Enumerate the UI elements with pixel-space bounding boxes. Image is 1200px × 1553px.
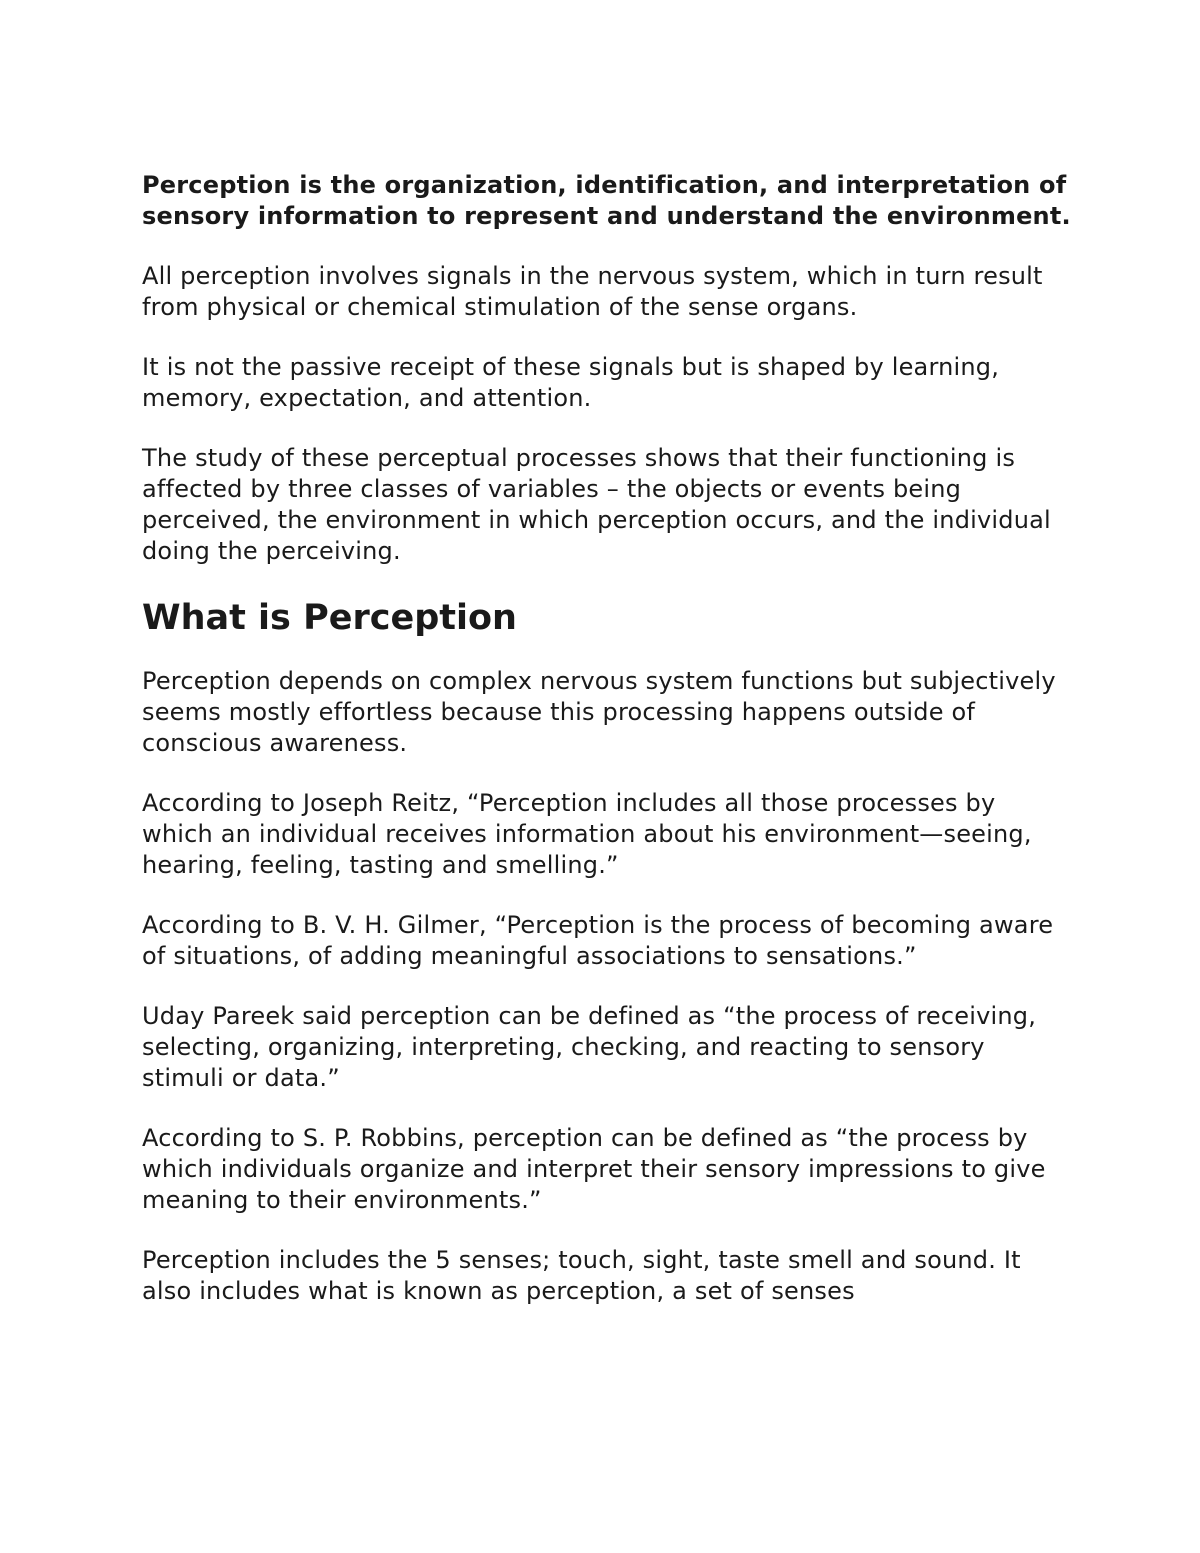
body-paragraph: It is not the passive receipt of these signals but is shaped by learning, memory, expectation, and attention.	[142, 353, 1000, 412]
body-paragraph: All perception involves signals in the nervous system, which in turn result from physical or chemical stimulation of the sense organs.	[142, 262, 1043, 321]
intro-paragraph: Perception is the organization, identification, and interpretation of sensory information to represent and understand the environment.	[142, 171, 1071, 230]
section-heading: What is Perception	[142, 598, 517, 638]
document-page	[142, 170, 1072, 1336]
body-paragraph: According to S. P. Robbins, perception can be defined as “the process by which individuals organize and interpret their sensory impressions to give meaning to their environments.”	[142, 1124, 1046, 1214]
body-paragraph: According to B. V. H. Gilmer, “Perception is the process of becoming aware of situations, of adding meaningful associations to sensations.”	[142, 911, 1054, 970]
body-paragraph: Perception includes the 5 senses; touch, sight, taste smell and sound. It also includes what is known as perception, a set of senses	[142, 1246, 1021, 1305]
body-paragraph: Uday Pareek said perception can be defined as “the process of receiving, selecting, organizing, interpreting, checking, and reacting to sensory stimuli or data.”	[142, 1002, 1037, 1092]
body-paragraph: According to Joseph Reitz, “Perception includes all those processes by which an individual receives information about his environment—seeing, hearing, feeling, tasting and smelling.”	[142, 789, 1032, 879]
body-paragraph: The study of these perceptual processes shows that their functioning is affected by three classes of variables – the objects or events being perceived, the environment in which perception occurs, and the individual doing the perceiving.	[142, 444, 1051, 565]
body-paragraph: Perception depends on complex nervous system functions but subjectively seems mostly effortless because this processing happens outside of conscious awareness.	[142, 667, 1056, 757]
